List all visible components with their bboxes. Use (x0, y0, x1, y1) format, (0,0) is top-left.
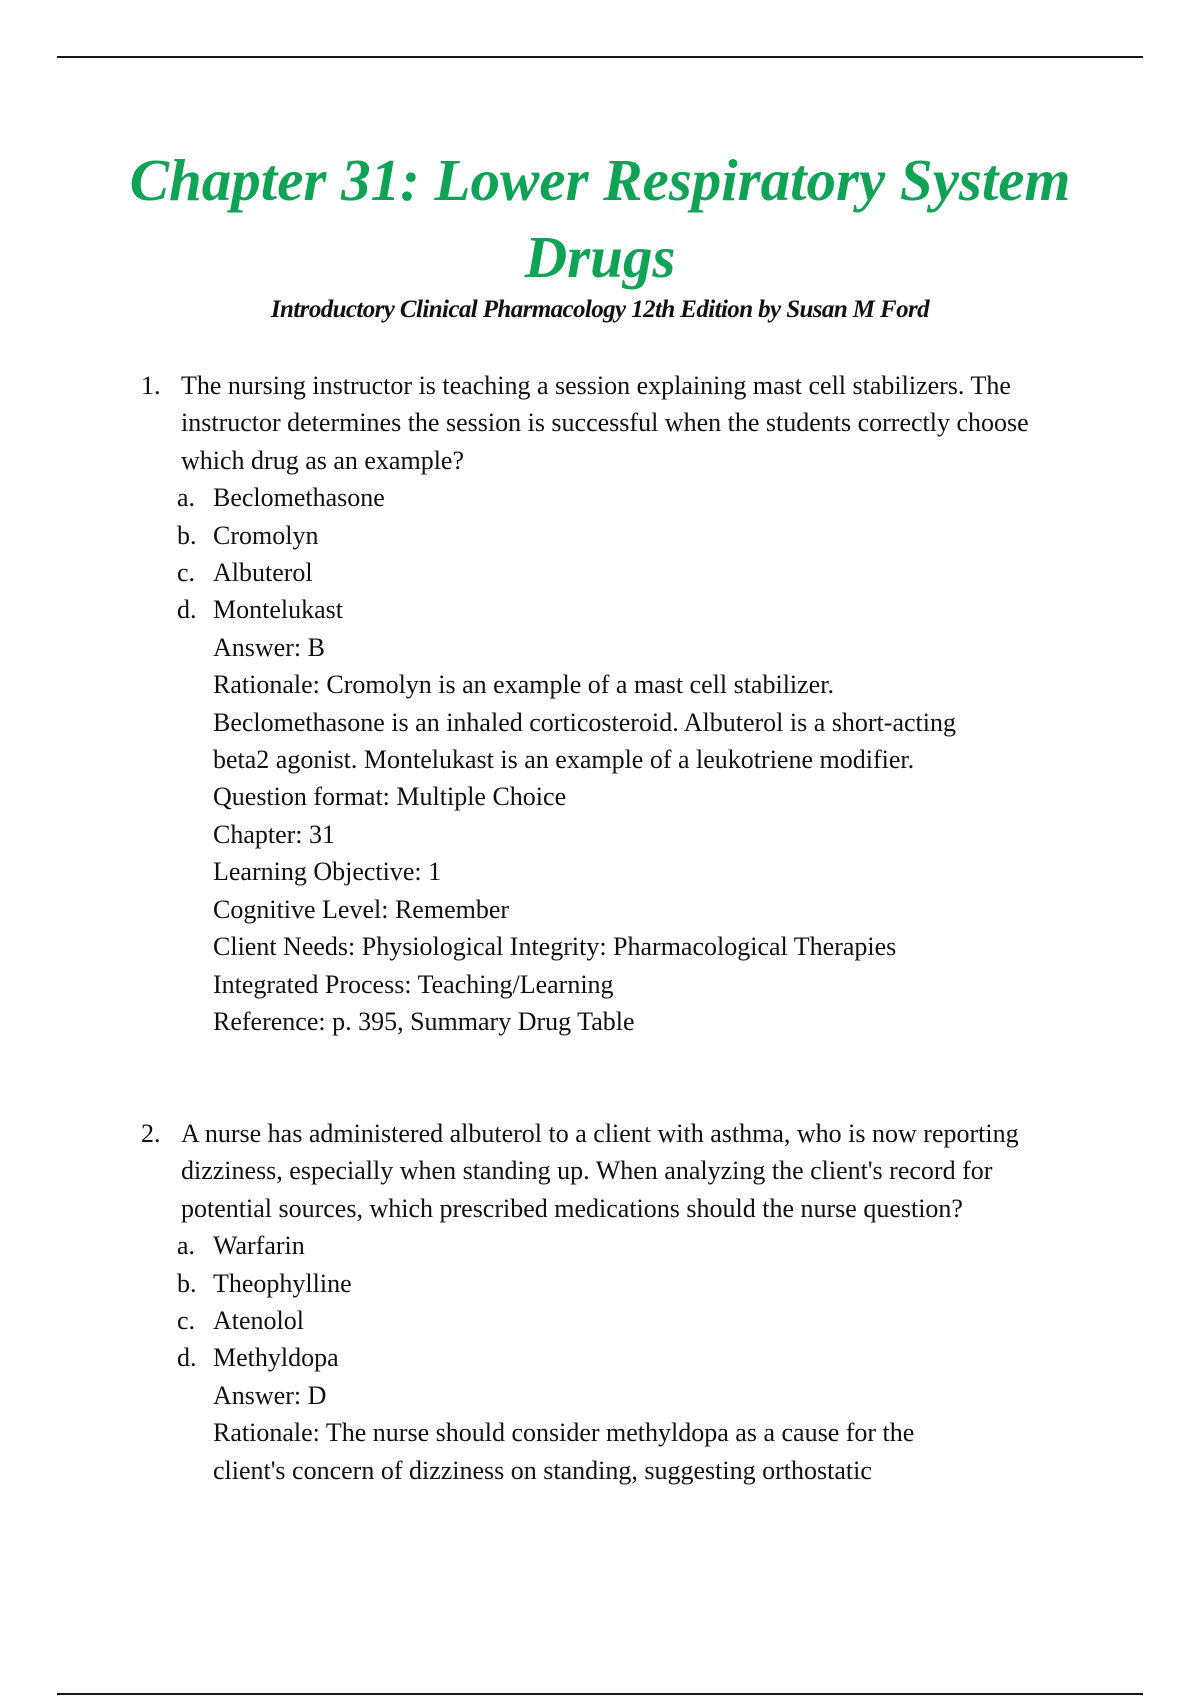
option-text: Atenolol (213, 1306, 304, 1336)
answer-details (141, 1377, 993, 1489)
rationale: Rationale: The nurse should consider methyldopa as a cause for the client's concern of dizziness on standing, suggesting orthostatic (213, 1418, 915, 1485)
option-text: Beclomethasone (213, 483, 385, 513)
reference: Reference: p. 395, Summary Drug Table (213, 1006, 635, 1036)
question-1 (141, 367, 1101, 1040)
question-2-stem-row (141, 1115, 1101, 1227)
client-needs: Client Needs: Physiological Integrity: Pharmacological Therapies (213, 932, 897, 962)
option-letter: a. (177, 483, 196, 513)
option-d (177, 591, 1101, 628)
option-text: Cromolyn (213, 520, 319, 550)
option-text: Montelukast (213, 595, 343, 625)
cognitive-level: Cognitive Level: Remember (213, 894, 510, 924)
footer-rule (57, 1693, 1143, 1695)
option-d (177, 1339, 1101, 1376)
integrated-process: Integrated Process: Teaching/Learning (213, 969, 614, 999)
option-letter: c. (177, 1306, 196, 1336)
question-number: 1. (141, 371, 161, 400)
rationale: Rationale: Cromolyn is an example of a mast cell stabilizer. Beclomethasone is an inhaled corticosteroid. Albuterol is a short-acting beta2 agonist. Montelukast is an example of a leukotriene modifier. (213, 670, 956, 775)
option-letter: b. (177, 520, 197, 550)
option-letter: a. (177, 1231, 196, 1261)
question-stem: A nurse has administered albuterol to a client with asthma, who is now reporting dizziness, especially when standing up. When analyzing the client's record for potential sources, which prescribed medications should the nurse question? (181, 1119, 1019, 1223)
answer-options (141, 479, 1101, 629)
answer: Answer: B (213, 632, 325, 662)
option-b (177, 1265, 1101, 1302)
option-letter: c. (177, 558, 196, 588)
option-c (177, 554, 1101, 591)
answer-details (141, 629, 993, 1040)
question-2 (141, 1115, 1101, 1489)
answer: Answer: D (213, 1380, 327, 1410)
option-text: Albuterol (213, 558, 313, 588)
option-text: Theophylline (213, 1268, 352, 1298)
question-format: Question format: Multiple Choice (213, 782, 567, 812)
option-letter: d. (177, 595, 197, 625)
option-letter: d. (177, 1343, 197, 1373)
option-c (177, 1302, 1101, 1339)
option-text: Methyldopa (213, 1343, 339, 1373)
option-text: Warfarin (213, 1231, 305, 1261)
header-rule (57, 56, 1143, 58)
question-stem: The nursing instructor is teaching a session explaining mast cell stabilizers. The instructor determines the session is successful when the students correctly choose which drug as an example? (181, 371, 1029, 475)
chapter-title: Chapter 31: Lower Respiratory System Drugs (129, 147, 1071, 290)
question-number: 2. (141, 1119, 161, 1148)
chapter: Chapter: 31 (213, 819, 336, 849)
option-b (177, 517, 1101, 554)
option-a (177, 479, 1101, 516)
book-subtitle: Introductory Clinical Pharmacology 12th Edition by Susan M Ford (270, 296, 930, 323)
answer-options (141, 1227, 1101, 1377)
learning-objective: Learning Objective: 1 (213, 857, 442, 887)
option-a (177, 1227, 1101, 1264)
option-letter: b. (177, 1268, 197, 1298)
question-1-stem-row (141, 367, 1101, 479)
